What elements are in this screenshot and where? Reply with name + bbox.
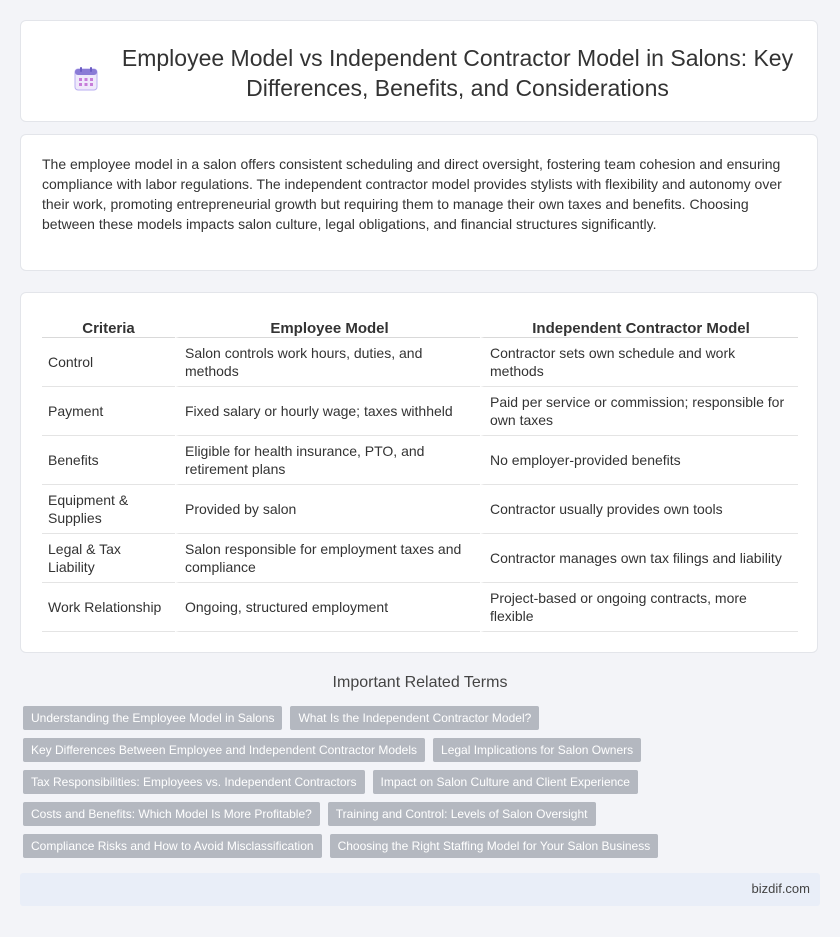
cell-employee: Fixed salary or hourly wage; taxes withheld bbox=[175, 387, 480, 436]
header-criteria: Criteria bbox=[42, 315, 175, 338]
related-terms-heading: Important Related Terms bbox=[332, 674, 508, 691]
table-row bbox=[42, 436, 798, 485]
cell-employee: Eligible for health insurance, PTO, and retirement plans bbox=[175, 436, 480, 485]
table-row bbox=[42, 583, 798, 632]
cell-criteria: Equipment & Supplies bbox=[42, 485, 175, 534]
table-header-row bbox=[42, 315, 798, 338]
comparison-table bbox=[42, 315, 798, 632]
related-term-link[interactable]: Compliance Risks and How to Avoid Misclassification bbox=[23, 834, 322, 858]
tag-row bbox=[23, 706, 823, 730]
cell-criteria: Legal & Tax Liability bbox=[42, 534, 175, 583]
page-title: Employee Model vs Independent Contractor Model in Salons: Key Differences, Benefits, and Considerations bbox=[121, 45, 794, 101]
cell-contractor: No employer-provided benefits bbox=[480, 436, 798, 485]
tag-row bbox=[23, 834, 823, 858]
cell-contractor: Paid per service or commission; responsible for own taxes bbox=[480, 387, 798, 436]
related-term-link[interactable]: Costs and Benefits: Which Model Is More Profitable? bbox=[23, 802, 320, 826]
footer bbox=[20, 873, 820, 906]
related-term-link[interactable]: Choosing the Right Staffing Model for Your Salon Business bbox=[330, 834, 659, 858]
cell-contractor: Project-based or ongoing contracts, more flexible bbox=[480, 583, 798, 632]
header-employee-model: Employee Model bbox=[175, 315, 480, 338]
cell-criteria: Benefits bbox=[42, 436, 175, 485]
related-term-link[interactable]: Impact on Salon Culture and Client Experience bbox=[373, 770, 638, 794]
table-row bbox=[42, 534, 798, 583]
tag-row bbox=[23, 738, 823, 762]
summary-text: The employee model in a salon offers consistent scheduling and direct oversight, fostering team cohesion and ensuring compliance with labor regulations. The independent contractor model provides stylists with flexibility and autonomy over their work, promoting entrepreneurial growth but requiring them to manage their own taxes and benefits. Choosing between these models impacts salon culture, legal obligations, and financial structures significantly. bbox=[42, 156, 782, 232]
related-term-link[interactable]: Key Differences Between Employee and Independent Contractor Models bbox=[23, 738, 425, 762]
related-term-link[interactable]: Understanding the Employee Model in Salons bbox=[23, 706, 282, 730]
footer-brand-link[interactable]: bizdif.com bbox=[751, 881, 810, 896]
table-row bbox=[42, 387, 798, 436]
table-row bbox=[42, 338, 798, 387]
cell-contractor: Contractor manages own tax filings and liability bbox=[480, 534, 798, 583]
tag-row bbox=[23, 770, 823, 794]
cell-employee: Salon controls work hours, duties, and methods bbox=[175, 338, 480, 387]
comparison-card bbox=[20, 292, 818, 653]
table-row bbox=[42, 485, 798, 534]
cell-criteria: Work Relationship bbox=[42, 583, 175, 632]
related-term-link[interactable]: What Is the Independent Contractor Model? bbox=[290, 706, 539, 730]
related-term-link[interactable]: Training and Control: Levels of Salon Oversight bbox=[328, 802, 596, 826]
cell-employee: Ongoing, structured employment bbox=[175, 583, 480, 632]
header-contractor-model: Independent Contractor Model bbox=[480, 315, 798, 338]
summary-card bbox=[20, 134, 818, 271]
cell-criteria: Payment bbox=[42, 387, 175, 436]
related-term-link[interactable]: Tax Responsibilities: Employees vs. Independent Contractors bbox=[23, 770, 365, 794]
cell-employee: Provided by salon bbox=[175, 485, 480, 534]
tag-row bbox=[23, 802, 823, 826]
related-term-link[interactable]: Legal Implications for Salon Owners bbox=[433, 738, 641, 762]
related-terms-list bbox=[23, 706, 823, 866]
cell-contractor: Contractor sets own schedule and work methods bbox=[480, 338, 798, 387]
cell-criteria: Control bbox=[42, 338, 175, 387]
cell-contractor: Contractor usually provides own tools bbox=[480, 485, 798, 534]
cell-employee: Salon responsible for employment taxes and compliance bbox=[175, 534, 480, 583]
